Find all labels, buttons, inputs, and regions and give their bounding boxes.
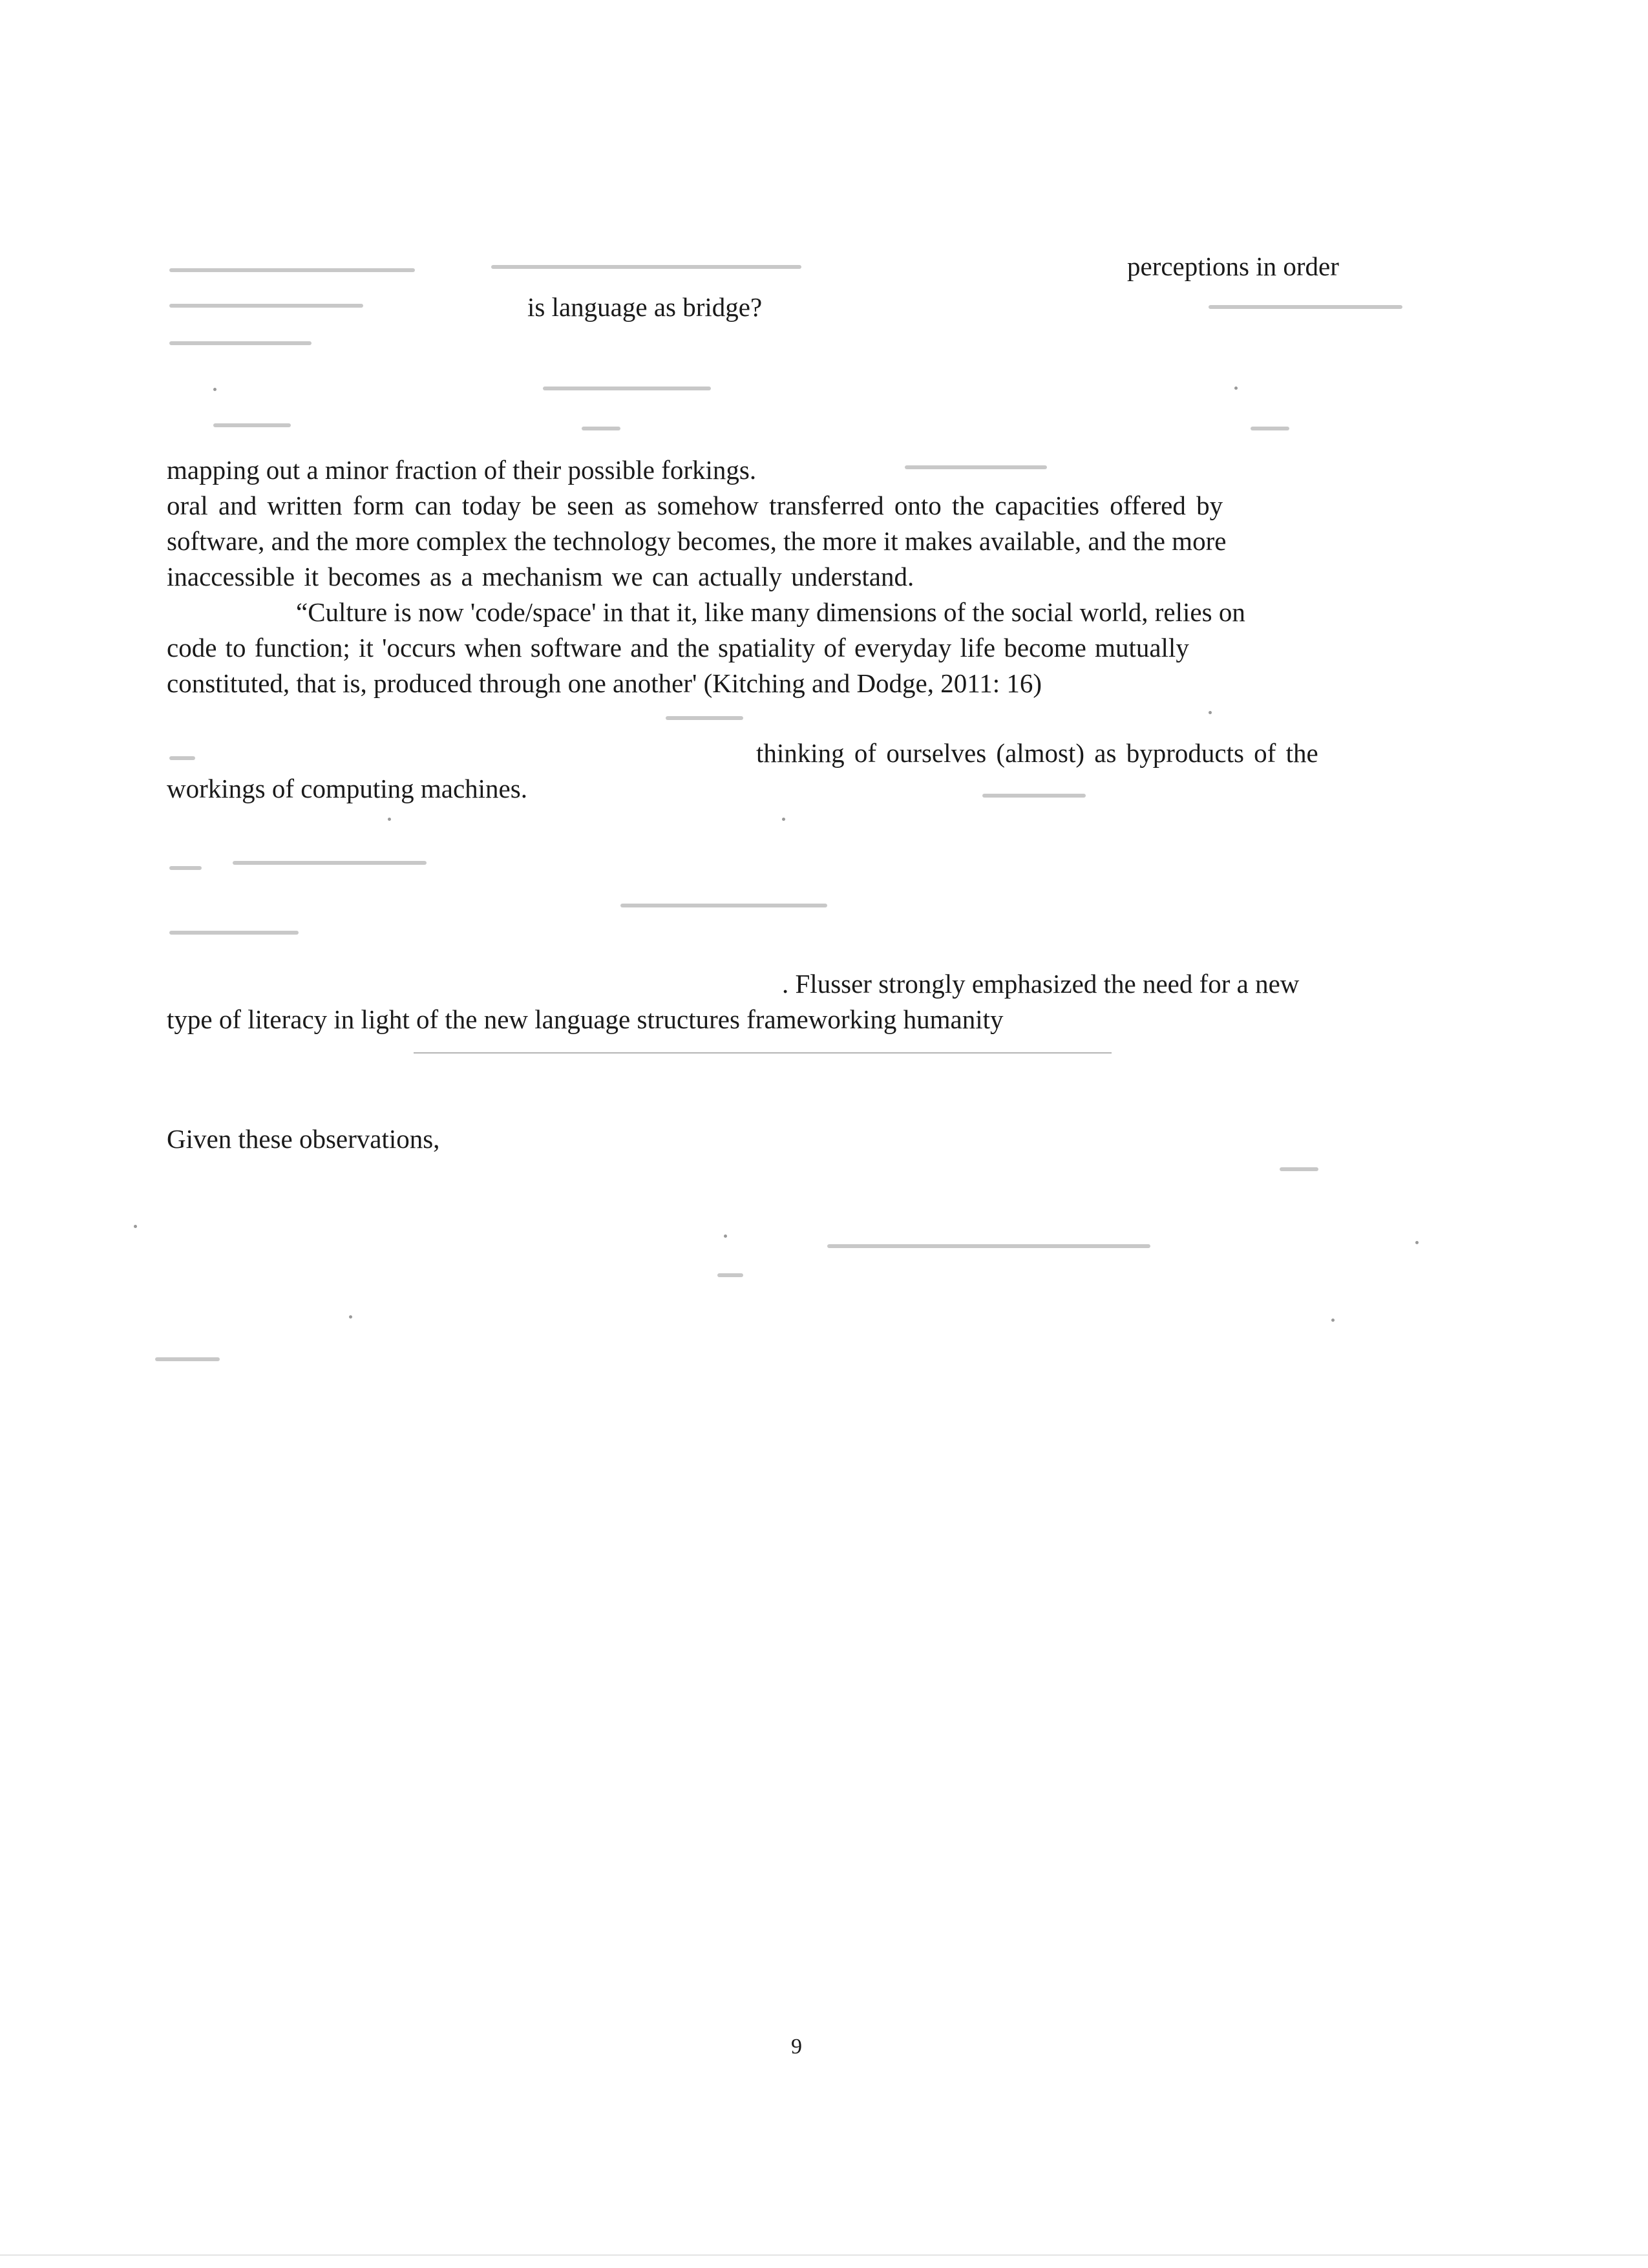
text-line-9: constituted, that is, produced through one another' (Kitching and Dodge, 2011: 16) (167, 668, 1042, 698)
text-line-4: oral and written form can today be seen as somehow transferred onto the capacities offered by (167, 491, 1223, 520)
text-line-14: Given these observations, (167, 1124, 440, 1154)
faded-text-fragment (169, 304, 363, 308)
faded-text-fragment (543, 387, 711, 390)
smudged-line (414, 1052, 1112, 1054)
text-line-5: software, and the more complex the technology becomes, the more it makes available, and the more (167, 526, 1227, 556)
speck (782, 818, 785, 821)
text-line-1: perceptions in order (1127, 251, 1339, 281)
bottom-edge-line (0, 2254, 1648, 2256)
text-line-7: “Culture is now 'code/space' in that it, like many dimensions of the social world, relies on (296, 597, 1245, 627)
faded-text-fragment (905, 465, 1047, 469)
faded-text-fragment (169, 931, 299, 935)
speck (349, 1315, 352, 1319)
faded-text-fragment (582, 427, 620, 430)
faded-text-fragment (666, 716, 743, 720)
speck (134, 1225, 137, 1228)
faded-text-fragment (491, 265, 801, 269)
text-line-13: type of literacy in light of the new language structures frameworking humanity (167, 1004, 1004, 1034)
faded-text-fragment (982, 794, 1086, 798)
speck (388, 818, 391, 821)
faded-text-fragment (1280, 1167, 1318, 1171)
faded-text-fragment (169, 756, 195, 760)
faded-text-fragment (169, 866, 202, 870)
faded-text-fragment (827, 1244, 1150, 1248)
speck (1415, 1241, 1419, 1244)
faded-text-fragment (620, 904, 827, 907)
text-line-12: . Flusser strongly emphasized the need for a new (782, 969, 1300, 999)
speck (213, 388, 217, 391)
text-line-8: code to function; it 'occurs when software and the spatiality of everyday life become mutually (167, 633, 1189, 662)
faded-text-fragment (213, 423, 291, 427)
text-line-2: is language as bridge? (527, 292, 763, 322)
speck (724, 1235, 727, 1238)
faded-text-fragment (717, 1273, 743, 1277)
text-line-11: workings of computing machines. (167, 774, 527, 803)
faded-text-fragment (1209, 305, 1402, 309)
speck (1209, 711, 1212, 714)
speck (1331, 1319, 1335, 1322)
faded-text-fragment (169, 341, 312, 345)
faded-text-fragment (233, 861, 427, 865)
text-line-3: mapping out a minor fraction of their possible forkings. (167, 455, 757, 485)
faded-text-fragment (155, 1357, 220, 1361)
faded-text-fragment (1251, 427, 1289, 430)
page-number: 9 (791, 2035, 802, 2059)
text-line-10: thinking of ourselves (almost) as byproducts of the (756, 738, 1318, 768)
faded-text-fragment (169, 268, 415, 272)
text-line-6: inaccessible it becomes as a mechanism we can actually understand. (167, 562, 914, 591)
speck (1234, 387, 1238, 390)
